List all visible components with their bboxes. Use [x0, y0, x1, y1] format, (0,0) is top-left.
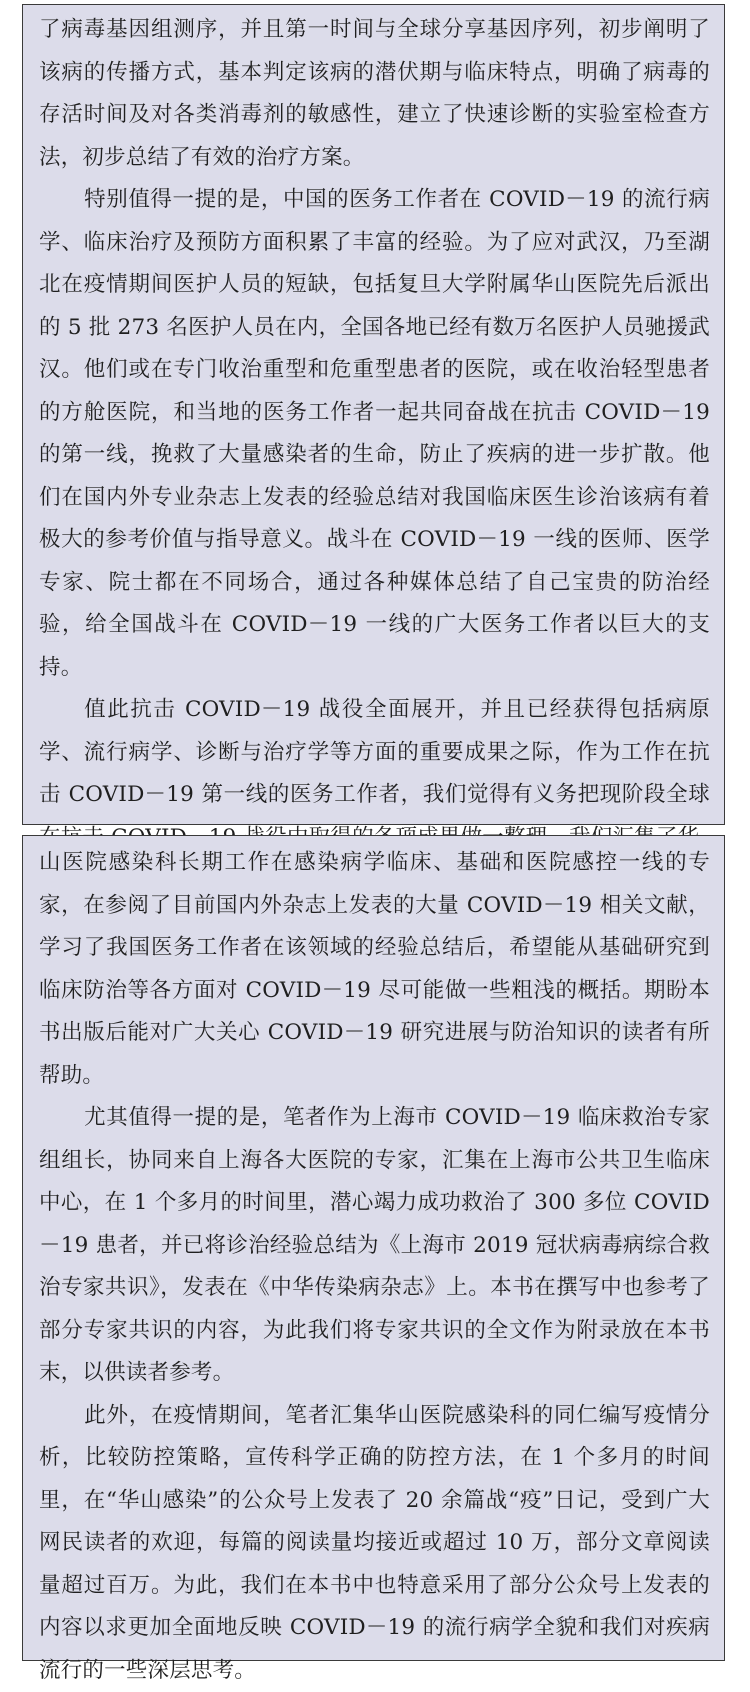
text-panel-top [22, 4, 725, 825]
paragraph: 值此抗击 COVID－19 战役全面展开，并且已经获得包括病原学、流行病学、诊断与治疗学等方面的重要成果之际，作为工作在抗击 COVID－19 第一线的医务工作者，我们觉得有义务把现阶段全球 [39, 689, 710, 859]
paragraph: 特别值得一提的是，中国的医务工作者在 COVID－19 的流行病学、临床治疗及预防方面积累了丰富的经验。为了应对武汉，乃至湖北在疫情期间医护人员的短缺，包括复旦大学附属华山医院先后派出的 5 批 273 名医护人员在内，全国各地已经有数万名医护人员驰援武汉。他们或在专门收治重型和危重型患者的医院，或在收治轻型患者的方舱医院，和当地的医务工作者一起共同奋战在抗击 COVID－19 的第一线，挽救了大量感染者的生命，防止了疾病的进一步扩散。他们在国内外专业杂志上发表的经验总结对我国临床医生诊治该病有着极大的参考价值与指导意义。战斗在 COVID－19 一线的医师、医学专家、院士都在不同场合，通过各种媒体总结了自己宝贵的防治经验，给全国战斗在 COVID－19 一线的广大医务工作者以巨大的支持。 [39, 179, 710, 689]
paragraph: 山医院感染科长期工作在感染病学临床、基础和医院感控一线的专家，在参阅了目前国内外杂志上发表的大量 COVID－19 相关文献，学习了我国医务工作者在该领域的经验总结后，希望能从基础研究到临床防治等各方面对 COVID－19 尽可能做一些粗浅的概括。期盼本书出版后能对广大关心 COVID－19 研究进展与防治知识的读者有所帮助。 [39, 842, 710, 1097]
text-panel-bottom [22, 835, 725, 1661]
paragraph: 了病毒基因组测序，并且第一时间与全球分享基因序列，初步阐明了该病的传播方式，基本判定该病的潜伏期与临床特点，明确了病毒的存活时间及对各类消毒剂的敏感性，建立了快速诊断的实验室检查方法，初步总结了有效的治疗方案。 [39, 9, 710, 179]
paragraph: 此外，在疫情期间，笔者汇集华山医院感染科的同仁编写疫情分析，比较防控策略，宣传科学正确的防控方法，在 1 个多月的时间里，在“华山感染”的公众号上发表了 20 余篇战“疫”日记，受到广大网民读者的欢迎，每篇的阅读量均接近或超过 10 万，部分文章阅读量超过百万。为此，我们在本书中也特意采用了部分公众号上发表的内容以求更加全面地反映 COVID－19 的流行病学全貌和我们对疾病流行的一些深层思考。 [39, 1395, 710, 1692]
paragraph: 尤其值得一提的是，笔者作为上海市 COVID－19 临床救治专家组组长，协同来自上海各大医院的专家，汇集在上海市公共卫生临床中心，在 1 个多月的时间里，潜心竭力成功救治了 300 多位 COVID－19 患者，并已将诊治经验总结为《上海市 2019 冠状病毒病综合救治专家共识》，发表在《中华传染病杂志》上。本书在撰写中也参考了部分专家共识的内容，为此我们将专家共识的全文作为附录放在本书末，以供读者参考。 [39, 1097, 710, 1395]
